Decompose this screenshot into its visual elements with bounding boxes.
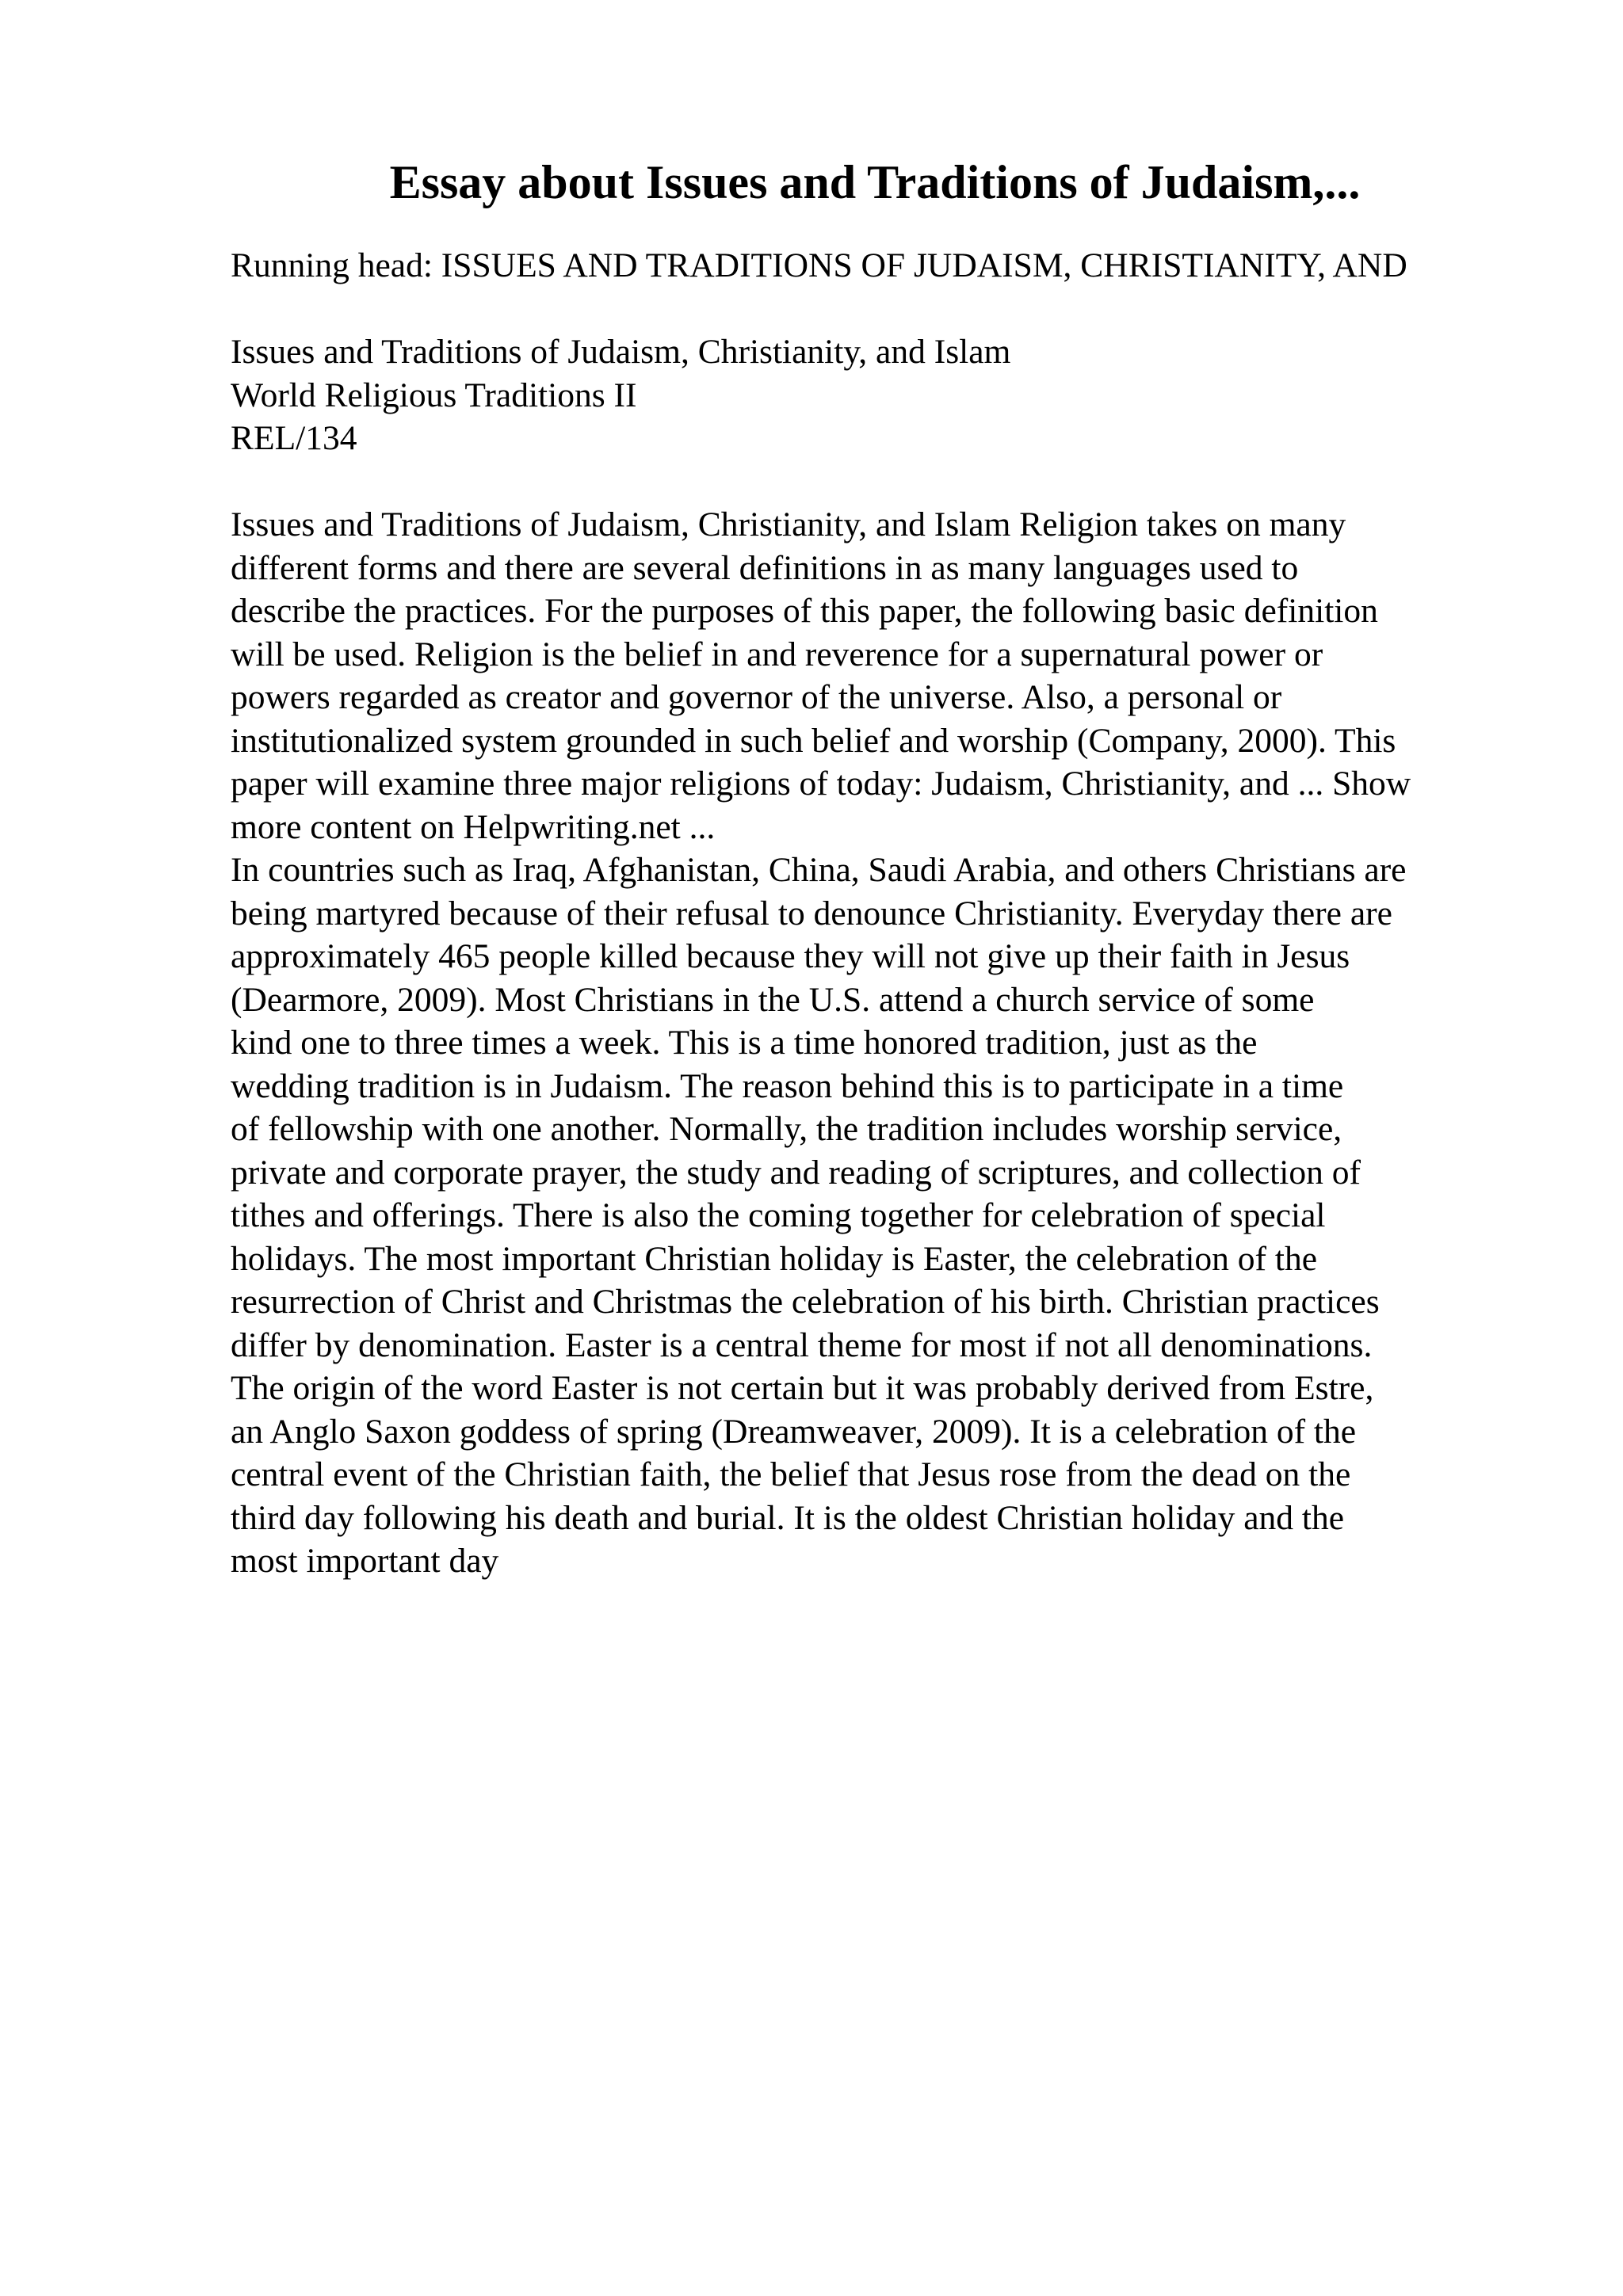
document-title: Essay about Issues and Traditions of Judaism,...	[389, 156, 1361, 208]
header-line: REL/134	[231, 419, 357, 457]
paragraph-line: being martyred because of their refusal to denounce Christianity. Everyday there are	[231, 894, 1392, 933]
paragraph-line: different forms and there are several definitions in as many languages used to	[231, 548, 1299, 587]
paragraph-line: will be used. Religion is the belief in and reverence for a supernatural power or	[231, 635, 1323, 673]
paragraph-line: approximately 465 people killed because they will not give up their faith in Jesus	[231, 937, 1350, 975]
paragraph-line: institutionalized system grounded in such belief and worship (Company, 2000). This	[231, 721, 1396, 760]
paragraph-line: third day following his death and burial. It is the oldest Christian holiday and the	[231, 1498, 1345, 1537]
paragraph-line: (Dearmore, 2009). Most Christians in the U.S. attend a church service of some	[231, 980, 1315, 1019]
paragraph-line: describe the practices. For the purposes of this paper, the following basic definition	[231, 592, 1378, 630]
paragraph-line: tithes and offerings. There is also the coming together for celebration of special	[231, 1196, 1326, 1234]
header-block	[231, 330, 1546, 460]
paragraph-line: paper will examine three major religions of today: Judaism, Christianity, and ... Show	[231, 765, 1411, 803]
paragraph-line: kind one to three times a week. This is a time honored tradition, just as the	[231, 1024, 1258, 1062]
running-head: Running head: ISSUES AND TRADITIONS OF JUDAISM, CHRISTIANITY, AND	[231, 246, 1407, 284]
paragraph-1	[231, 503, 1546, 849]
document-body	[231, 244, 1546, 1583]
paragraph-line: resurrection of Christ and Christmas the celebration of his birth. Christian practices	[231, 1283, 1380, 1321]
paragraph-2	[231, 849, 1546, 1583]
paragraph-line: most important day	[231, 1542, 499, 1580]
paragraph-line: holidays. The most important Christian holiday is Easter, the celebration of the	[231, 1239, 1318, 1278]
paragraph-line: wedding tradition is in Judaism. The reason behind this is to participate in a time	[231, 1066, 1344, 1105]
paragraph-line: powers regarded as creator and governor of the universe. Also, a personal or	[231, 678, 1282, 716]
paragraph-line: more content on Helpwriting.net ...	[231, 807, 716, 846]
header-line: World Religious Traditions II	[231, 376, 637, 414]
paragraph-line: an Anglo Saxon goddess of spring (Dreamweaver, 2009). It is a celebration of the	[231, 1412, 1357, 1451]
spacer	[231, 288, 1546, 331]
paragraph-line: In countries such as Iraq, Afghanistan, China, Saudi Arabia, and others Christians are	[231, 851, 1407, 889]
header-line: Issues and Traditions of Judaism, Christianity, and Islam	[231, 333, 1011, 371]
paragraph-line: of fellowship with one another. Normally, the tradition includes worship service,	[231, 1110, 1342, 1148]
paragraph-line: private and corporate prayer, the study and reading of scriptures, and collection of	[231, 1153, 1361, 1192]
spacer	[231, 460, 1546, 504]
paragraph-line: central event of the Christian faith, the belief that Jesus rose from the dead on the	[231, 1455, 1351, 1493]
paragraph-line: The origin of the word Easter is not certain but it was probably derived from Estre,	[231, 1369, 1374, 1407]
paragraph-line: Issues and Traditions of Judaism, Christianity, and Islam Religion takes on many	[231, 505, 1346, 543]
paragraph-line: differ by denomination. Easter is a central theme for most if not all denominations.	[231, 1325, 1373, 1364]
